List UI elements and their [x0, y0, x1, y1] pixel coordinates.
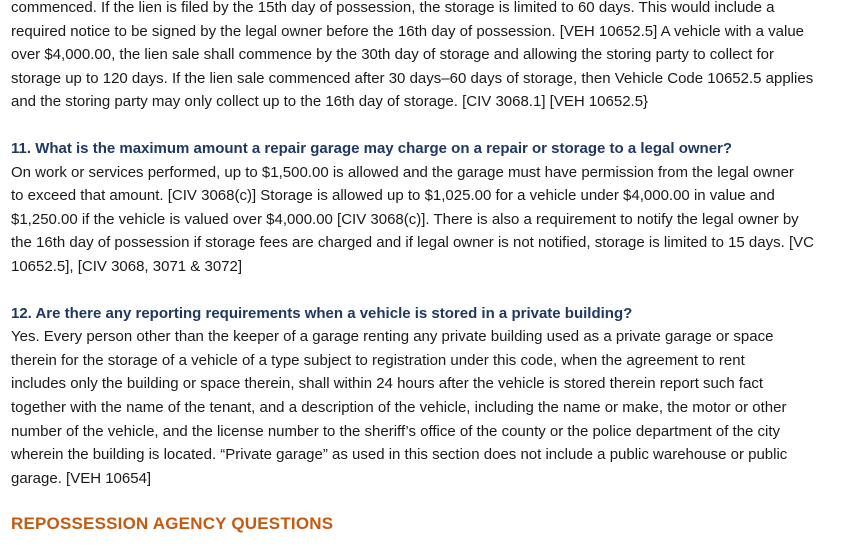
- intro-line: commenced. If the lien is filed by the 15th day of possession, the storage is limited to 60 days. This would include a: [11, 0, 775, 16]
- question-12-answer-line: Yes. Every person other than the keeper of a garage renting any private building used as a private garage or space: [11, 328, 774, 346]
- question-12-answer-line: together with the name of the tenant, and a description of the vehicle, including the name or make, the motor or other: [11, 398, 787, 416]
- section-heading: REPOSSESSION AGENCY QUESTIONS: [11, 514, 334, 534]
- document-page: [11, 0, 843, 536]
- intro-line: and the storing party may only collect up to the 16th day of storage. [CIV 3068.1] [VEH 10652.5}: [11, 93, 649, 111]
- intro-paragraph: [11, 0, 843, 114]
- question-11: [11, 137, 843, 279]
- intro-line: over $4,000.00, the lien sale shall commence by the 30th day of storage and allowing the storing party to collect for: [11, 46, 774, 64]
- paragraph-spacer: [11, 114, 843, 137]
- question-12: [11, 302, 843, 491]
- question-12-answer-line: garage. [VEH 10654]: [11, 469, 152, 487]
- paragraph-spacer: [11, 279, 843, 302]
- question-11-answer-line: $1,250.00 if the vehicle is valued over $4,000.00 [CIV 3068(c)]. There is also a requirement to notify the legal owner by: [11, 210, 799, 228]
- question-11-answer-line: 10652.5], [CIV 3068, 3071 & 3072]: [11, 257, 243, 275]
- question-11-answer-line: the 16th day of possession if storage fees are charged and if legal owner is not notified, storage is limited to 15 days. [VC: [11, 234, 814, 252]
- question-12-answer-line: number of the vehicle, and the license number to the sheriff’s office of the county or the police department of the city: [11, 422, 781, 440]
- intro-line: required notice to be signed by the legal owner before the 16th day of possession. [VEH 10652.5] A vehicle with a value: [11, 22, 805, 40]
- question-11-heading: 11. What is the maximum amount a repair garage may charge on a repair or storage to a legal owner?: [11, 139, 733, 157]
- question-12-answer-line: wherein the building is located. “Private garage” as used in this section does not include a public warehouse or public: [11, 446, 788, 464]
- intro-line: storage up to 120 days. If the lien sale commenced after 30 days–60 days of storage, then Vehicle Code 10652.5 applies: [11, 69, 814, 87]
- question-11-answer-line: On work or services performed, up to $1,500.00 is allowed and the garage must have permission from the legal owner: [11, 163, 794, 181]
- question-12-heading: 12. Are there any reporting requirements when a vehicle is stored in a private building?: [11, 304, 633, 322]
- question-12-answer-line: therein for the storage of a vehicle of a type subject to registration under this code, when the agreement to rent: [11, 351, 745, 369]
- question-11-answer-line: to exceed that amount. [CIV 3068(c)] Storage is allowed up to $1,025.00 for a vehicle under $4,000.00 in value and: [11, 187, 775, 205]
- question-12-answer-line: includes only the building or space therein, shall within 24 hours after the vehicle is stored therein report such fact: [11, 375, 764, 393]
